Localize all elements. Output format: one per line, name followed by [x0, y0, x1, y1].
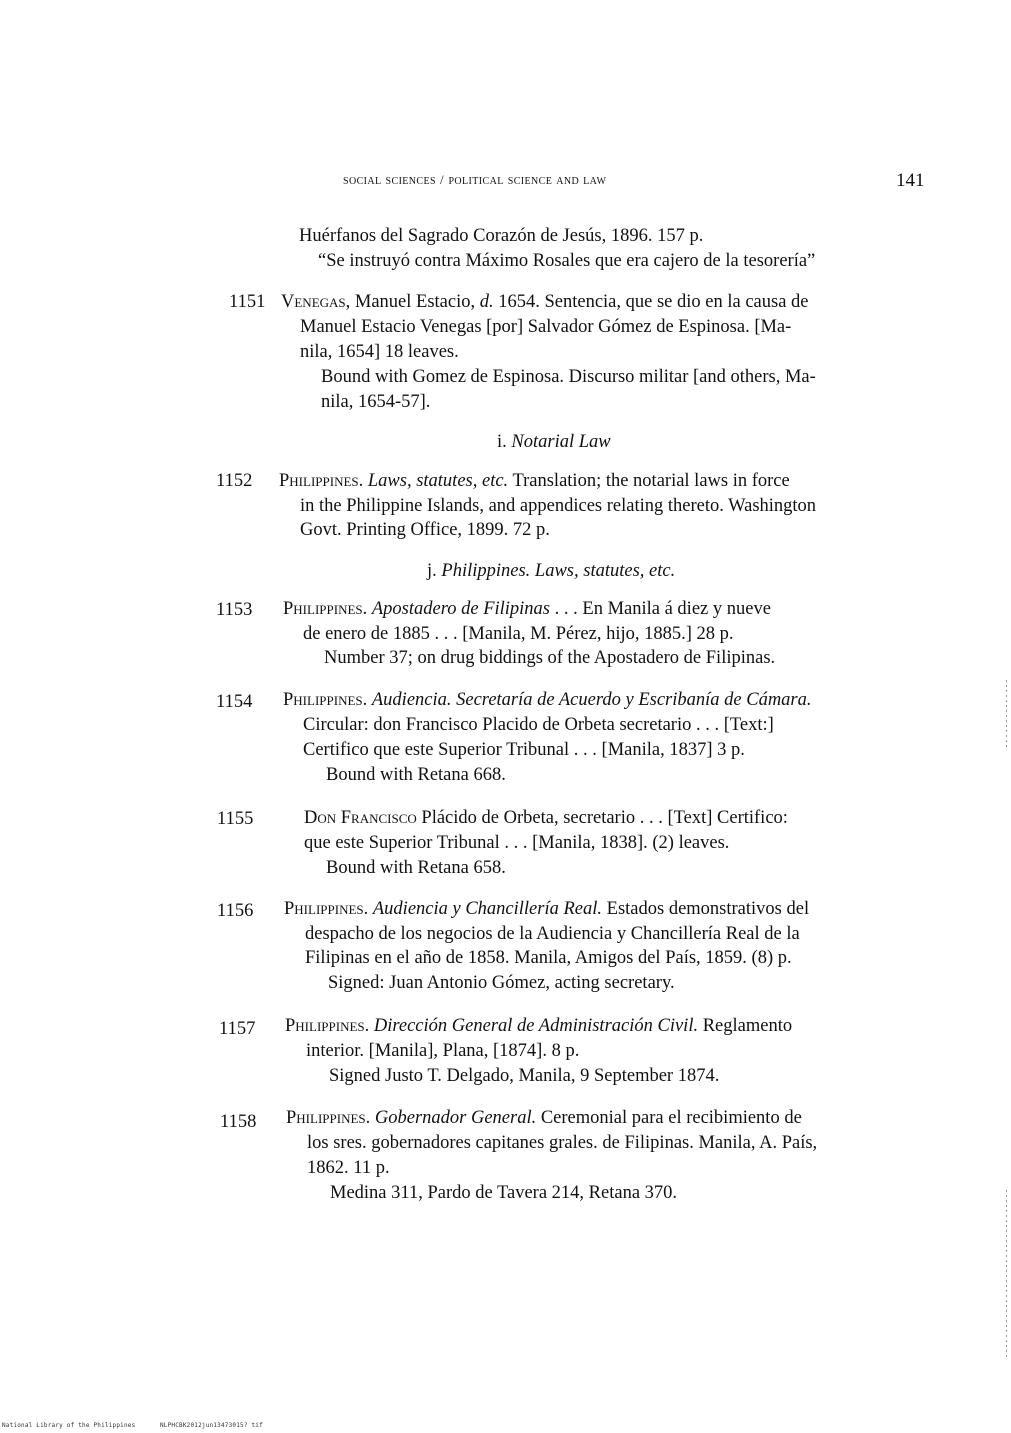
page-number: 141	[896, 170, 925, 191]
entry-number: 1155	[217, 809, 254, 829]
entry-1151-line-3: nila, 1654] 18 leaves.	[300, 342, 459, 362]
entry-1154-line-2: Circular: don Francisco Placido de Orbeta secretario . . . [Text:]	[303, 715, 774, 735]
entry-1156-line-1: Philippines. Audiencia y Chancillería Real. Estados demonstrativos del	[284, 899, 810, 919]
entry-1156-line-2: despacho de los negocios de la Audiencia y Chancillería Real de la	[305, 924, 800, 944]
scan-edge-mark	[1006, 1190, 1007, 1360]
entry-number: 1151	[229, 292, 266, 312]
entry-1154-note: Bound with Retana 668.	[326, 765, 506, 785]
entry-1157-line-1: Philippines. Dirección General de Administración Civil. Reglamento	[285, 1016, 793, 1036]
running-title-separator: /	[440, 172, 445, 187]
entry-author: Don Francisco	[304, 808, 417, 828]
entry-number: 1156	[217, 901, 254, 921]
running-title-b: political science and law	[448, 172, 607, 188]
entry-1151-line-2: Manuel Estacio Venegas [por] Salvador Gómez de Espinosa. [Ma-	[300, 317, 792, 337]
entry-1152-line-1: Philippines. Laws, statutes, etc. Translation; the notarial laws in force	[279, 471, 790, 491]
entry-author: Philippines.	[284, 899, 369, 919]
entry-1155-note: Bound with Retana 658.	[326, 858, 506, 878]
entry-1154-line-3: Certifico que este Superior Tribunal . . . [Manila, 1837] 3 p.	[303, 740, 745, 760]
entry-number: 1157	[219, 1019, 256, 1039]
entry-number: 1154	[216, 692, 253, 712]
entry-1158-note: Medina 311, Pardo de Tavera 214, Retana 370.	[330, 1183, 678, 1203]
entry-1158-line-1: Philippines. Gobernador General. Ceremonial para el recibimiento de	[286, 1108, 802, 1128]
entry-author: Venegas,	[281, 292, 351, 312]
entry-1152-line-3: Govt. Printing Office, 1899. 72 p.	[300, 520, 550, 540]
scan-footer-file-id: NLPHCBK2012jun13473015? tif	[160, 1422, 263, 1429]
entry-1157-line-2: interior. [Manila], Plana, [1874]. 8 p.	[306, 1041, 580, 1061]
entry-1155-line-2: que este Superior Tribunal . . . [Manila, 1838]. (2) leaves.	[304, 833, 730, 853]
entry-1153-line-2: de enero de 1885 . . . [Manila, M. Pérez, hijo, 1885.] 28 p.	[303, 624, 734, 644]
entry-1156-note: Signed: Juan Antonio Gómez, acting secretary.	[328, 973, 675, 993]
entry-number: 1153	[216, 600, 253, 620]
scan-edge-mark	[1006, 680, 1007, 750]
entry-1156-line-3: Filipinas en el año de 1858. Manila, Amigos del País, 1859. (8) p.	[305, 948, 792, 968]
entry-author: Philippines.	[285, 1016, 370, 1036]
section-heading-philippines-laws: j. Philippines. Laws, statutes, etc.	[427, 561, 676, 581]
scan-footer-library: National Library of the Philippines	[2, 1422, 136, 1429]
section-heading-notarial-law: i. Notarial Law	[497, 432, 611, 452]
entry-continuation-note: “Se instruyó contra Máximo Rosales que era cajero de la tesorería”	[318, 251, 816, 271]
entry-author: Philippines.	[283, 599, 368, 619]
running-header	[343, 172, 606, 189]
entry-1154-line-1: Philippines. Audiencia. Secretaría de Acuerdo y Escribanía de Cámara.	[283, 690, 812, 710]
entry-author: Philippines.	[286, 1108, 371, 1128]
entry-1155-line-1: Don Francisco Plácido de Orbeta, secretario . . . [Text] Certifico:	[304, 808, 788, 828]
entry-continuation-line-1: Huérfanos del Sagrado Corazón de Jesús, 1896. 157 p.	[299, 226, 704, 246]
entry-1152-line-2: in the Philippine Islands, and appendices relating thereto. Washington	[300, 496, 817, 516]
entry-1151-note-2: nila, 1654-57].	[321, 392, 431, 412]
entry-author: Philippines.	[279, 471, 364, 491]
entry-1153-note: Number 37; on drug biddings of the Apostadero de Filipinas.	[324, 648, 776, 668]
entry-1153-line-1: Philippines. Apostadero de Filipinas . . . En Manila á diez y nueve	[283, 599, 771, 619]
entry-1158-line-2: los sres. gobernadores capitanes grales. de Filipinas. Manila, A. País,	[307, 1133, 818, 1153]
entry-1157-note: Signed Justo T. Delgado, Manila, 9 September 1874.	[329, 1066, 720, 1086]
running-title-a: social sciences	[343, 172, 436, 188]
entry-1151-note-1: Bound with Gomez de Espinosa. Discurso militar [and others, Ma-	[321, 367, 816, 387]
entry-1158-line-3: 1862. 11 p.	[307, 1158, 390, 1178]
entry-1151-line-1: Venegas, Manuel Estacio, d. 1654. Sentencia, que se dio en la causa de	[281, 292, 809, 312]
entry-number: 1158	[220, 1112, 257, 1132]
entry-author: Philippines.	[283, 690, 368, 710]
entry-number: 1152	[216, 471, 253, 491]
